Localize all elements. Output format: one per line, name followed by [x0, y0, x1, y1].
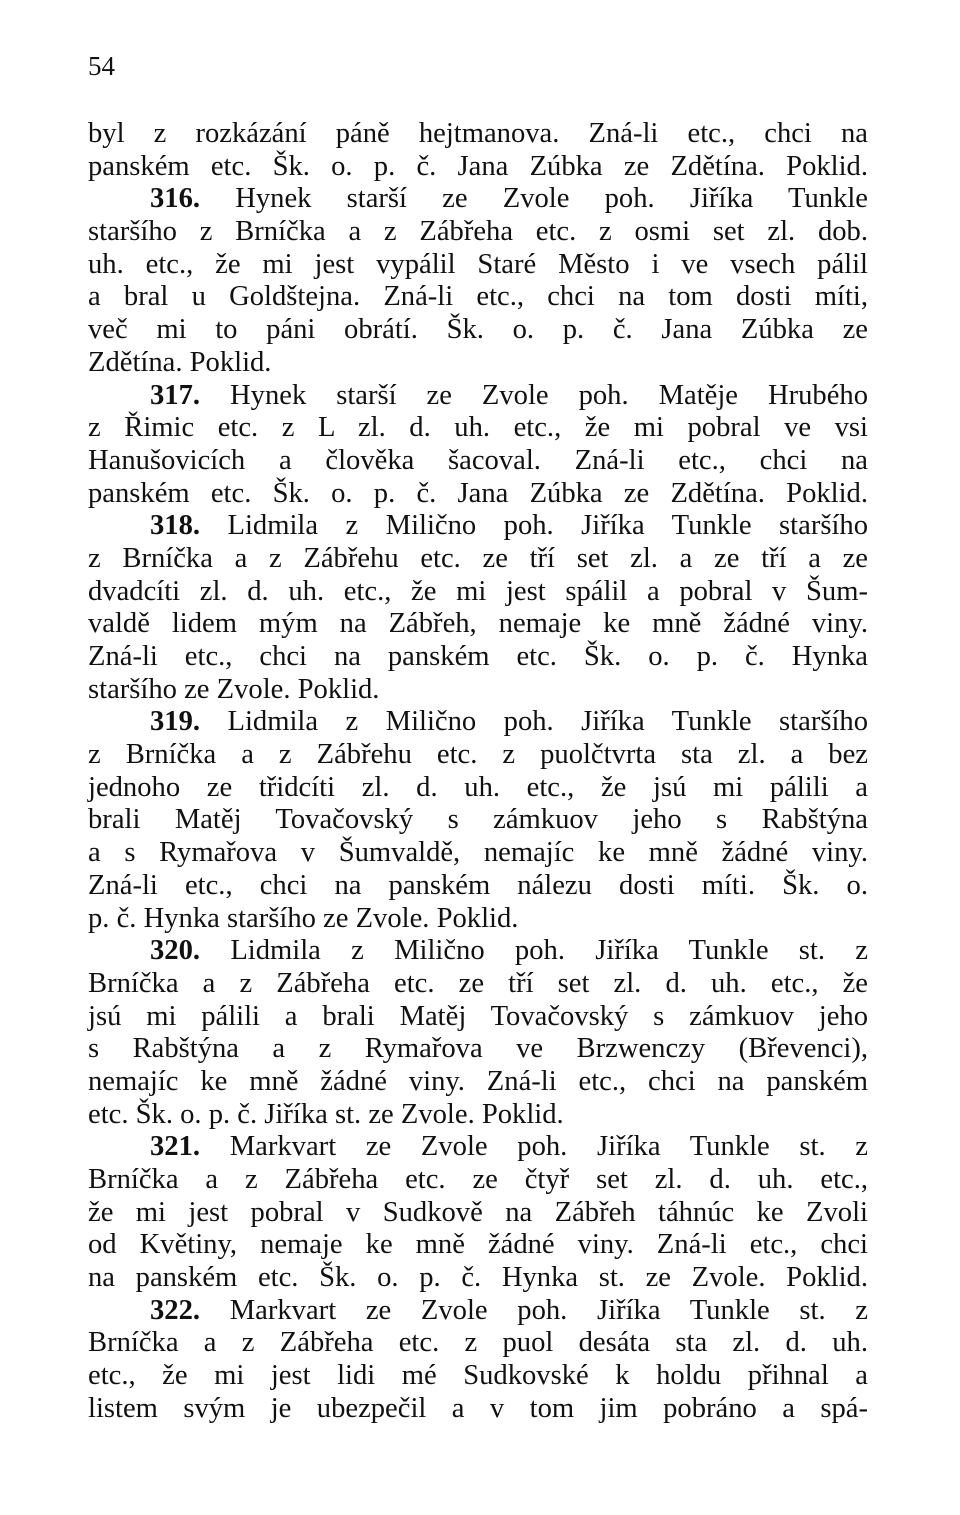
- entry-number: 321.: [150, 1131, 201, 1163]
- line-text: od Květiny, nemaje ke mně žádné viny. Zná-li etc., chci: [88, 1229, 868, 1261]
- line-text: Markvart ze Zvole poh. Jiříka Tunkle st. z: [229, 1294, 869, 1326]
- entry-number: 316.: [150, 183, 201, 215]
- line-text: z Brníčka a z Zábřehu etc. z puolčtvrta sta zl. a bez: [88, 739, 868, 771]
- line-text: Zná-li etc., chci na panském etc. Šk. o. p. č. Hynka: [88, 641, 868, 672]
- line-text: uh. etc., že mi jest vypálil Staré Město i ve vsech pálil: [88, 248, 868, 280]
- line-text: a s Rymařova v Šumvaldě, nemajíc ke mně žádné viny.: [88, 837, 868, 869]
- line-text: brali Matěj Tovačovský s zámkuov jeho s Rabštýna: [88, 804, 868, 836]
- entry-first-line: [88, 706, 868, 739]
- line-text: Lidmila z Milično poh. Jiříka Tunkle staršího: [227, 510, 869, 542]
- entry-first-line: [88, 1131, 868, 1164]
- text-line: [88, 543, 868, 576]
- text-line: [88, 216, 868, 249]
- line-text: byl z rozkázání páně hejtmanova. Zná-li etc., chci na: [88, 118, 868, 149]
- line-text: listem svým je ubezpečil a v tom jim pobráno a spá-: [88, 1392, 868, 1424]
- text-line: [88, 1360, 868, 1393]
- text-line: [88, 1262, 868, 1295]
- line-text: Brníčka a z Zábřeha etc. z puol desáta sta zl. d. uh.: [88, 1327, 868, 1359]
- entry-number: 319.: [150, 706, 201, 738]
- line-text: a bral u Goldštejna. Zná-li etc., chci na tom dosti míti,: [88, 281, 868, 313]
- text-line: [88, 151, 868, 184]
- line-text: jsú mi pálili a brali Matěj Tovačovský s zámkuov jeho: [88, 1000, 868, 1032]
- text-line: [88, 968, 868, 1001]
- line-text: s Rabštýna a z Rymařova ve Brzwenczy (Břevenci),: [88, 1033, 868, 1065]
- text-line: [88, 1229, 868, 1262]
- page-number: 54: [88, 51, 115, 81]
- line-text: etc., že mi jest lidi mé Sudkovské k holdu přihnal a: [88, 1360, 868, 1392]
- line-text: Brníčka a z Zábřeha etc. ze čtyř set zl. d. uh. etc.,: [88, 1164, 868, 1195]
- text-line: [88, 1327, 868, 1360]
- line-text: panském etc. Šk. o. p. č. Jana Zúbka ze Zdětína. Poklid.: [88, 477, 868, 509]
- line-text: Hanušovicích a člověka šacoval. Zná-li etc., chci na: [88, 444, 868, 476]
- entry-first-line: [88, 380, 868, 413]
- text-line: [88, 641, 868, 674]
- line-text: valdě lidem mým na Zábřeh, nemaje ke mně žádné viny.: [88, 608, 868, 640]
- entry-number: 317.: [150, 379, 201, 411]
- entry-first-line: [88, 510, 868, 543]
- text-line: [88, 674, 868, 707]
- line-text: staršího ze Zvole. Poklid.: [88, 673, 380, 705]
- line-text: p. č. Hynka staršího ze Zvole. Poklid.: [88, 902, 519, 934]
- text-line: [88, 1393, 868, 1426]
- line-text: Zdětína. Poklid.: [88, 346, 272, 378]
- text-line: [88, 608, 868, 641]
- line-text: Hynek starší ze Zvole poh. Jiříka Tunkle: [235, 183, 869, 215]
- text-line: [88, 870, 868, 903]
- text-line: [88, 412, 868, 445]
- text-line: [88, 576, 868, 609]
- text-line: [88, 118, 868, 151]
- text-line: [88, 1197, 868, 1230]
- line-text: dvadcíti zl. d. uh. etc., že mi jest spálil a pobral v Šum-: [88, 575, 868, 607]
- line-text: Lidmila z Milično poh. Jiříka Tunkle st. z: [230, 935, 868, 967]
- line-text: z Řimic etc. z L zl. d. uh. etc., že mi pobral ve vsi: [88, 412, 868, 444]
- line-text: z Brníčka a z Zábřehu etc. ze tří set zl. a ze tří a ze: [88, 542, 868, 574]
- text-line: [88, 739, 868, 772]
- text-line: [88, 1066, 868, 1099]
- line-text: več mi to páni obrátí. Šk. o. p. č. Jana Zúbka ze: [88, 314, 868, 346]
- line-text: nemajíc ke mně žádné viny. Zná-li etc., chci na panském: [88, 1065, 868, 1097]
- text-line: [88, 804, 868, 837]
- text-line: [88, 1164, 868, 1197]
- line-text: jednoho ze třidcíti zl. d. uh. etc., že jsú mi pálili a: [88, 771, 868, 803]
- line-text: Lidmila z Milično poh. Jiříka Tunkle staršího: [227, 706, 869, 738]
- text-line: [88, 281, 868, 314]
- text-line: [88, 1001, 868, 1034]
- line-text: Brníčka a z Zábřeha etc. ze tří set zl. d. uh. etc., že: [88, 967, 868, 999]
- text-line: [88, 772, 868, 805]
- line-text: panském etc. Šk. o. p. č. Jana Zúbka ze Zdětína. Poklid.: [88, 150, 868, 182]
- text-line: [88, 347, 868, 380]
- text-line: [88, 1099, 868, 1132]
- text-line: [88, 1033, 868, 1066]
- entry-first-line: [88, 183, 868, 216]
- line-text: na panském etc. Šk. o. p. č. Hynka st. ze Zvole. Poklid.: [88, 1262, 868, 1294]
- text-line: [88, 445, 868, 478]
- line-text: Hynek starší ze Zvole poh. Matěje Hrubého: [230, 379, 868, 411]
- text-line: [88, 249, 868, 282]
- line-text: že mi jest pobral v Sudkově na Zábřeh táhnúc ke Zvoli: [88, 1196, 868, 1228]
- entry-first-line: [88, 1295, 868, 1328]
- entry-number: 320.: [150, 935, 201, 967]
- text-line: [88, 478, 868, 511]
- line-text: etc. Šk. o. p. č. Jiříka st. ze Zvole. Poklid.: [88, 1098, 564, 1130]
- entry-number: 318.: [150, 510, 201, 542]
- entry-number: 322.: [150, 1294, 201, 1326]
- page-text: [88, 118, 868, 1426]
- line-text: Zná-li etc., chci na panském nálezu dosti míti. Šk. o.: [88, 869, 868, 901]
- line-text: Markvart ze Zvole poh. Jiříka Tunkle st. z: [229, 1131, 869, 1163]
- line-text: staršího z Brníčka a z Zábřeha etc. z osmi set zl. dob.: [88, 216, 868, 248]
- text-line: [88, 314, 868, 347]
- text-line: [88, 837, 868, 870]
- text-line: [88, 903, 868, 936]
- entry-first-line: [88, 935, 868, 968]
